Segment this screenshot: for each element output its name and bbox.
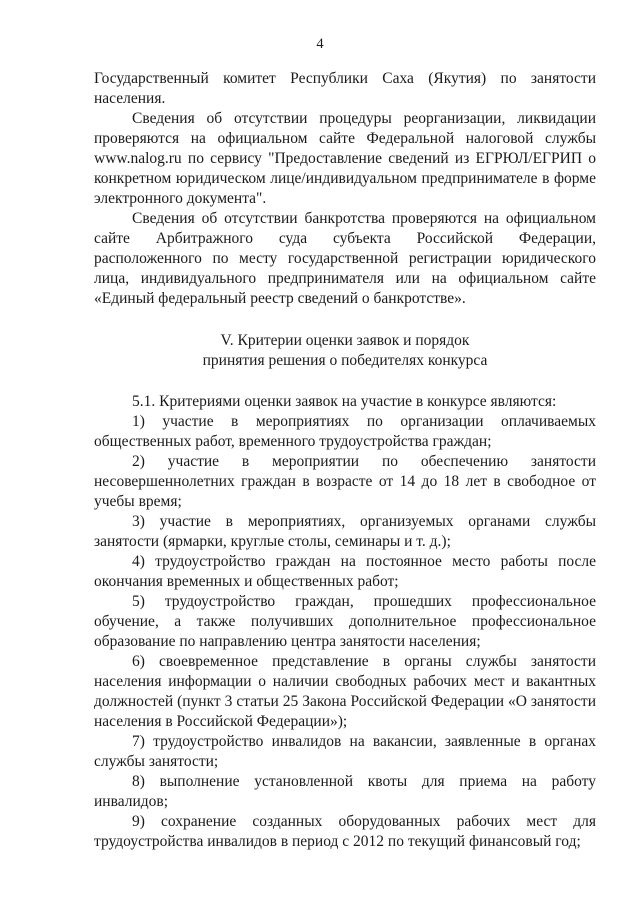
section-lead: 5.1. Критериями оценки заявок на участие в конкурсе являются: bbox=[132, 393, 557, 410]
criteria-item: 6) своевременное представление в органы службы занятости населения информации о наличии свободных рабочих мест и вакантных должностей (пункт 3 статьи 25 Закона Российской Федерации «О занятости населения в Российской Федерации»); bbox=[94, 653, 596, 730]
intro-paragraph: Сведения об отсутствии банкротства проверяются на официальном сайте Арбитражного суда субъекта Российской Федерации, расположенного по месту государственной регистрации юридического лица, индивидуального предпринимателя или на официальном сайте «Единый федеральный реестр сведений о банкротстве». bbox=[94, 210, 596, 307]
criteria-item: 3) участие в мероприятиях, организуемых органами службы занятости (ярмарки, круглые столы, семинары и т. д.); bbox=[94, 513, 596, 550]
criteria-item: 8) выполнение установленной квоты для приема на работу инвалидов; bbox=[94, 773, 596, 810]
document-body bbox=[94, 69, 596, 852]
criteria-item: 4) трудоустройство граждан на постоянное место работы после окончания временных и общественных работ; bbox=[94, 553, 596, 590]
criteria-item: 5) трудоустройство граждан, прошедших профессиональное обучение, а также получивших дополнительное профессиональное образование по направлению центра занятости населения; bbox=[94, 593, 596, 650]
criteria-item: 7) трудоустройство инвалидов на вакансии, заявленные в органах службы занятости; bbox=[94, 733, 596, 770]
section-heading bbox=[94, 331, 596, 371]
intro-paragraph: Государственный комитет Республики Саха (Якутия) по занятости населения. bbox=[94, 70, 596, 107]
section-heading-line: принятия решения о победителях конкурса bbox=[202, 352, 488, 369]
page-number: 4 bbox=[316, 36, 324, 52]
criteria-item: 2) участие в мероприятии по обеспечению занятости несовершеннолетних граждан в возрасте от 14 до 18 лет в свободное от учебы время; bbox=[94, 453, 596, 510]
criteria-item: 9) сохранение созданных оборудованных рабочих мест для трудоустройства инвалидов в период с 2012 по текущий финансовый год; bbox=[94, 813, 596, 850]
intro-paragraph: Сведения об отсутствии процедуры реорганизации, ликвидации проверяются на официальном сайте Федеральной налоговой службы www.nalog.ru по сервису "Предоставление сведений из ЕГРЮЛ/ЕГРИП о конкретном юридическом лице/индивидуальном предпринимателе в форме электронного документа". bbox=[94, 110, 596, 207]
section-heading-line: V. Критерии оценки заявок и порядок bbox=[220, 332, 470, 349]
criteria-item: 1) участие в мероприятиях по организации оплачиваемых общественных работ, временного трудоустройства граждан; bbox=[94, 413, 596, 450]
